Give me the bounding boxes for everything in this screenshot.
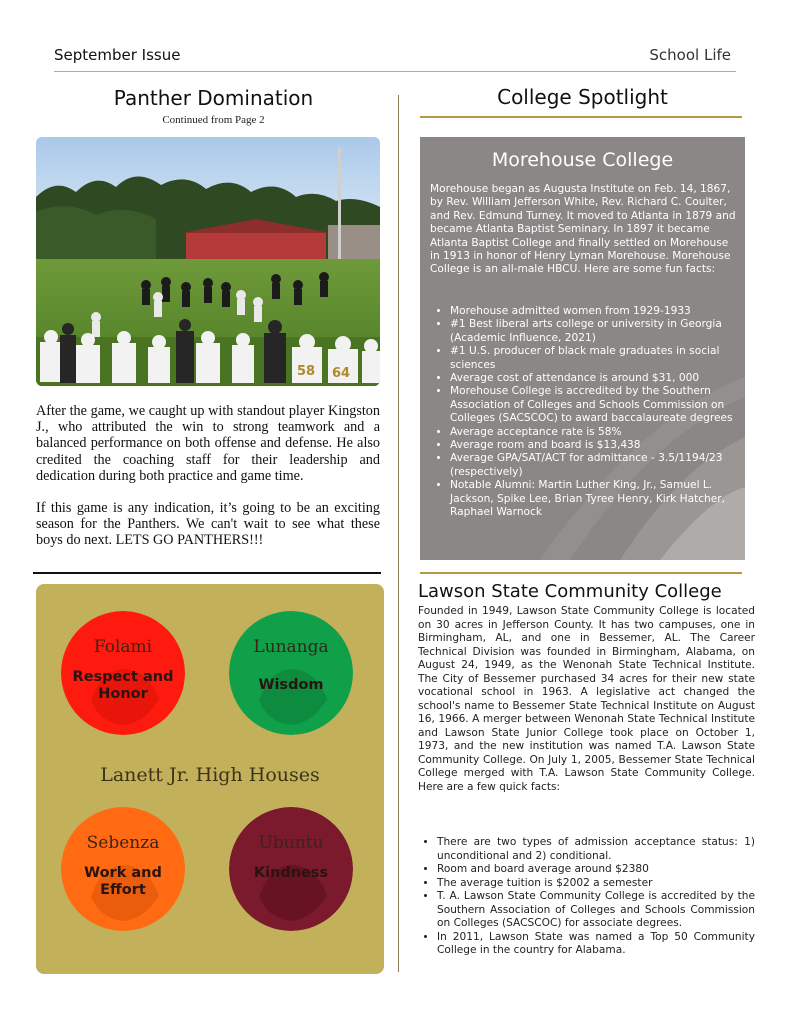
header-rule [54, 71, 736, 72]
panther-article-title: Panther Domination [113, 86, 314, 110]
continued-note: Continued from Page 2 [162, 114, 265, 126]
lawson-intro: Founded in 1949, Lawson State Community College is located on 30 acres in Jefferson County. It has two campuses, one in Birmingham, AL, and one in Bessemer, AL. The Career Technical Division was founded in Birmingham, Alabama, on August 24, 1949, as the Wenonah State Technical Institute. The City of Bessemer purchased 34 acres for their new state vocational school in 1963. A legislative act changed the school's name to Bessemer State Technical Institute on August 16, 1966. A merger between Wenonah State Technical Institute and Lawson State Junior College took place on October 1, 1973, and the new institution was named T.A. Lawson State Community College. On July 1, 2005, Bessemer State Technical College merged with T.A. Lawson State Community College. Here are a few quick facts: [418, 605, 755, 793]
jersey-number: 58 [297, 364, 316, 379]
lawson-facts [437, 836, 755, 958]
house-circle-lunanga [229, 611, 353, 735]
list-item: • Morehouse College is accredited by the Southern Association of Colleges and Schools Commission on Colleges (SACSCOC) to award baccalaureate degrees [450, 385, 735, 425]
jersey-number: 64 [332, 366, 351, 381]
house-lunanga [229, 611, 353, 735]
morehouse-intro: Morehouse began as Augusta Institute on Feb. 14, 1867, by Rev. William Jefferson White, Rev. Richard C. Coulter, and Rev. Edmund Turney. It moved to Atlanta in 1879 and became Atlanta Baptist Seminary. In 1897 it became Atlanta Baptist College and finally settled on Morehouse in 1913 in honor of Henry Lyman Morehouse. Morehouse College is an all-male HBCU. Here are some fun facts: [430, 183, 736, 276]
house-value: Work and Effort [84, 865, 162, 898]
houses-title: Lanett Jr. High Houses [100, 764, 320, 786]
house-name: Lunanga [253, 637, 329, 657]
morehouse-facts [450, 305, 735, 520]
list-item: • Notable Alumni: Martin Luther King, Jr., Samuel L. Jackson, Spike Lee, Brian Tyree Henry, Kirk Hatcher, Raphael Warnock [450, 479, 735, 519]
house-folami [61, 611, 185, 735]
article-paragraph: After the game, we caught up with standout player Kingston J., who attributed the win to strong teamwork and a balanced performance on both offense and defense. He also credited the coaching staff for their leadership and dedication during both practice and game time. [36, 403, 380, 484]
house-value: Respect and Honor [72, 669, 174, 702]
list-item: • Room and board average around $2380 [437, 863, 755, 877]
gold-rule [420, 572, 742, 574]
article-paragraph: If this game is any indication, it’s going to be an exciting season for the Panthers. We can't wait to see what these boys do next. LETS GO PANTHERS!!! [36, 500, 380, 549]
list-item: • #1 Best liberal arts college or university in Georgia (Academic Influence, 2021) [450, 318, 735, 345]
list-item: • Average room and board is $13,438 [450, 439, 735, 452]
house-name: Sebenza [86, 833, 160, 853]
house-name: Folami [93, 637, 153, 657]
house-ubuntu [229, 807, 353, 931]
list-item: • Average GPA/SAT/ACT for admittance - 3.5/1194/23 (respectively) [450, 452, 735, 479]
gold-rule [420, 116, 742, 118]
section-label: School Life [649, 46, 731, 64]
lawson-title: Lawson State Community College [418, 581, 722, 602]
house-name: Ubuntu [258, 833, 324, 853]
house-sebenza [61, 807, 185, 931]
football-team-photo [36, 137, 380, 386]
list-item: • Morehouse admitted women from 1929-1933 [450, 305, 735, 318]
houses-panel [36, 584, 384, 974]
college-spotlight-title: College Spotlight [497, 85, 668, 109]
list-item: • #1 U.S. producer of black male graduates in social sciences [450, 345, 735, 372]
list-item: • Average acceptance rate is 58% [450, 426, 735, 439]
column-divider [398, 95, 399, 972]
section-rule [33, 572, 381, 574]
list-item: • T. A. Lawson State Community College is accredited by the Southern Association of Colleges and Schools Commission on Colleges (SACSCOC) for associate degrees. [437, 890, 755, 931]
house-value: Wisdom [258, 677, 324, 693]
issue-label: September Issue [54, 46, 181, 64]
house-value: Kindness [253, 865, 329, 881]
morehouse-title: Morehouse College [491, 149, 674, 171]
list-item: • In 2011, Lawson State was named a Top 50 Community College in the country for Alabama. [437, 931, 755, 958]
list-item: • Average cost of attendance is around $31, 000 [450, 372, 735, 385]
morehouse-box [420, 137, 745, 560]
panther-article-body [36, 403, 380, 565]
list-item: • There are two types of admission acceptance status: 1) unconditional and 2) conditional. [437, 836, 755, 863]
list-item: • The average tuition is $2002 a semester [437, 877, 755, 891]
